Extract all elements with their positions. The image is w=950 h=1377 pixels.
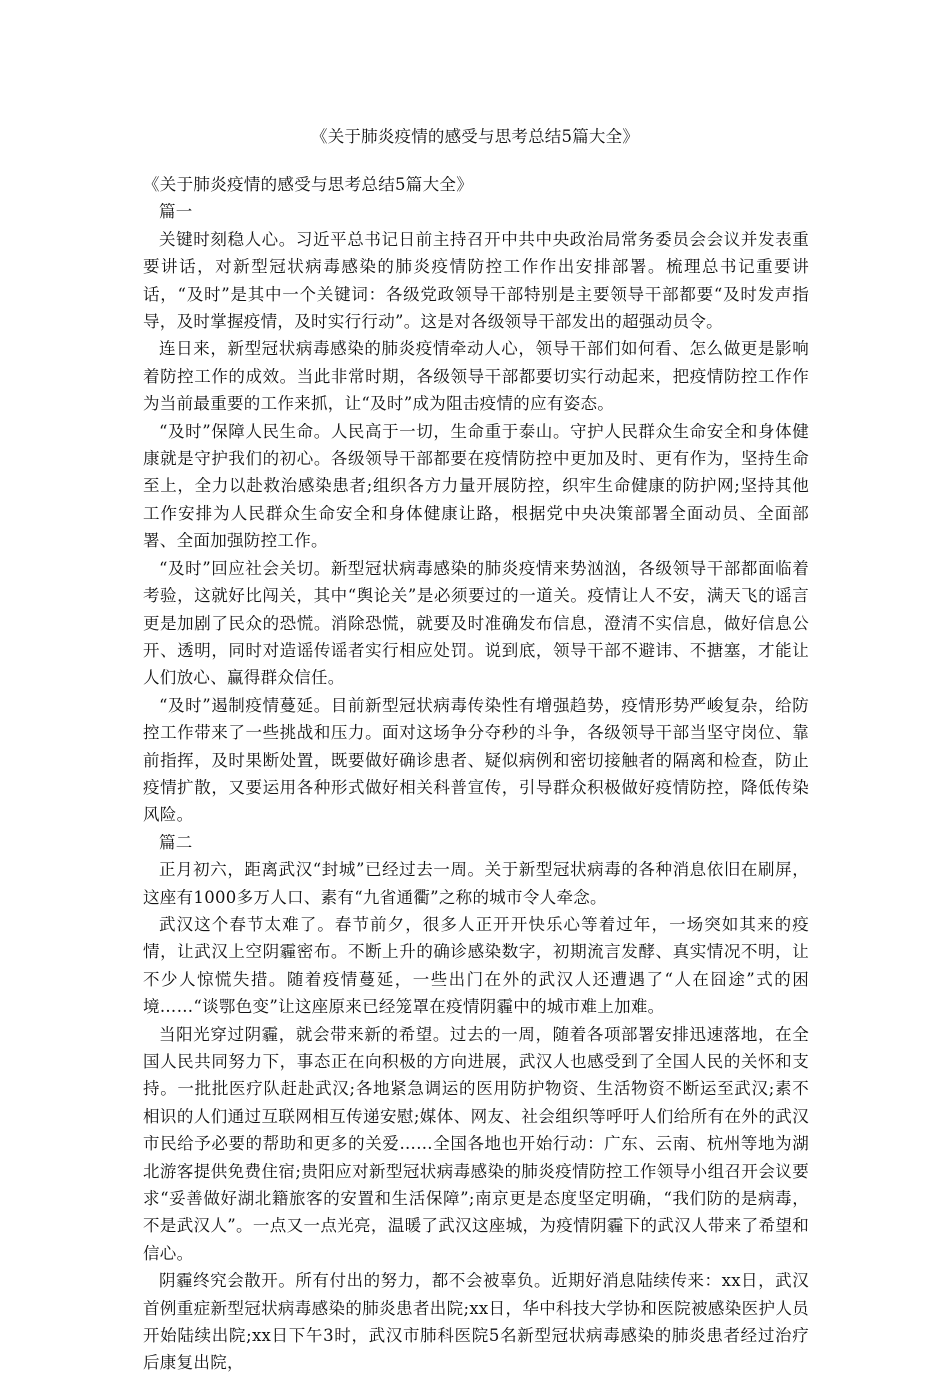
document-title: 《关于肺炎疫情的感受与思考总结5篇大全》 (311, 127, 639, 146)
paragraph: “及时”遏制疫情蔓延。目前新型冠状病毒传染性有增强趋势，疫情形势严峻复杂，给防控工作带来了一些挑战和压力。面对这场争分夺秒的斗争，各级领导干部当坚守岗位、靠前指挥，及时果断处置，既要做好确诊患者、疑似病例和密切接触者的隔离和检查，防止疫情扩散，又要运用各种形式做好相关科普宣传，引导群众积极做好疫情防控，降低传染风险。 (143, 695, 809, 825)
paragraph: 武汉这个春节太难了。春节前夕，很多人正开开快乐心等着过年，一场突如其来的疫情，让武汉上空阴霾密布。不断上升的确诊感染数字，初期流言发酵、真实情况不明，让不少人惊慌失措。随着疫情蔓延，一些出门在外的武汉人还遭遇了“人在囧途”式的困境……“谈鄂色变”让这座原来已经笼罩在疫情阴霾中的城市难上加难。 (143, 914, 809, 1017)
paragraph: “及时”保障人民生命。人民高于一切，生命重于泰山。守护人民群众生命安全和身体健康就是守护我们的初心。各级领导干部都要在疫情防控中更加及时、更有作为，坚持生命至上，全力以赴救治感染患者;组织各方力量开展防控，织牢生命健康的防护网;坚持其他工作安排为人民群众生命安全和身体健康让路，根据党中央决策部署全面动员、全面部署、全面加强防控工作。 (143, 421, 809, 551)
section-heading: 篇二 (159, 832, 193, 852)
document-subtitle: 《关于肺炎疫情的感受与思考总结5篇大全》 (143, 175, 473, 194)
paragraph: 阴霾终究会散开。所有付出的努力，都不会被辜负。近期好消息陆续传来：xx日，武汉首例重症新型冠状病毒感染的肺炎患者出院;xx日，华中科技大学协和医院被感染医护人员开始陆续出院;xx日下午3时，武汉市肺科医院5名新型冠状病毒感染的肺炎患者经过治疗后康复出院， (143, 1271, 809, 1373)
paragraph: 当阳光穿过阴霾，就会带来新的希望。过去的一周，随着各项部署安排迅速落地，在全国人民共同努力下，事态正在向积极的方向进展，武汉人也感受到了全国人民的关怀和支持。一批批医疗队赶赴武汉;各地紧急调运的医用防护物资、生活物资不断运至武汉;素不相识的人们通过互联网相互传递安慰;媒体、网友、社会组织等呼吁人们给所有在外的武汉市民给予必要的帮助和更多的关爱……全国各地也开始行动：广东、云南、杭州等地为湖北游客提供免费住宿;贵阳应对新型冠状病毒感染的肺炎疫情防控工作领导小组召开会议要求“妥善做好湖北籍旅客的安置和生活保障”;南京更是态度坚定明确，“我们防的是病毒，不是武汉人”。一点又一点光亮，温暖了武汉这座城，为疫情阴霾下的武汉人带来了希望和信心。 (143, 1024, 809, 1263)
paragraph: “及时”回应社会关切。新型冠状病毒感染的肺炎疫情来势汹汹，各级领导干部都面临着考验，这就好比闯关，其中“舆论关”是必须要过的一道关。疫情让人不安，满天飞的谣言更是加剧了民众的恐慌。消除恐慌，就要及时准确发布信息，澄清不实信息，做好信息公开、透明，同时对造谣传谣者实行相应处罚。说到底，领导干部不避讳、不搪塞，才能让人们放心、赢得群众信任。 (143, 558, 809, 688)
paragraph: 正月初六，距离武汉“封城”已经过去一周。关于新型冠状病毒的各种消息依旧在刷屏，这座有1000多万人口、素有“九省通衢”之称的城市令人牵念。 (143, 860, 809, 907)
paragraph: 连日来，新型冠状病毒感染的肺炎疫情牵动人心，领导干部们如何看、怎么做更是影响着防控工作的成效。当此非常时期，各级领导干部都要切实行动起来，把疫情防控工作作为当前最重要的工作来抓，让“及时”成为阻击疫情的应有姿态。 (143, 339, 809, 414)
section-heading: 篇一 (159, 202, 193, 222)
paragraph: 关键时刻稳人心。习近平总书记日前主持召开中共中央政治局常务委员会会议并发表重要讲话，对新型冠状病毒感染的肺炎疫情防控工作作出安排部署。梳理总书记重要讲话，“及时”是其中一个关键词：各级党政领导干部特别是主要领导干部都要“及时发声指导，及时掌握疫情，及时实行行动”。这是对各级领导干部发出的超强动员令。 (143, 229, 809, 332)
document-body (143, 171, 809, 1377)
